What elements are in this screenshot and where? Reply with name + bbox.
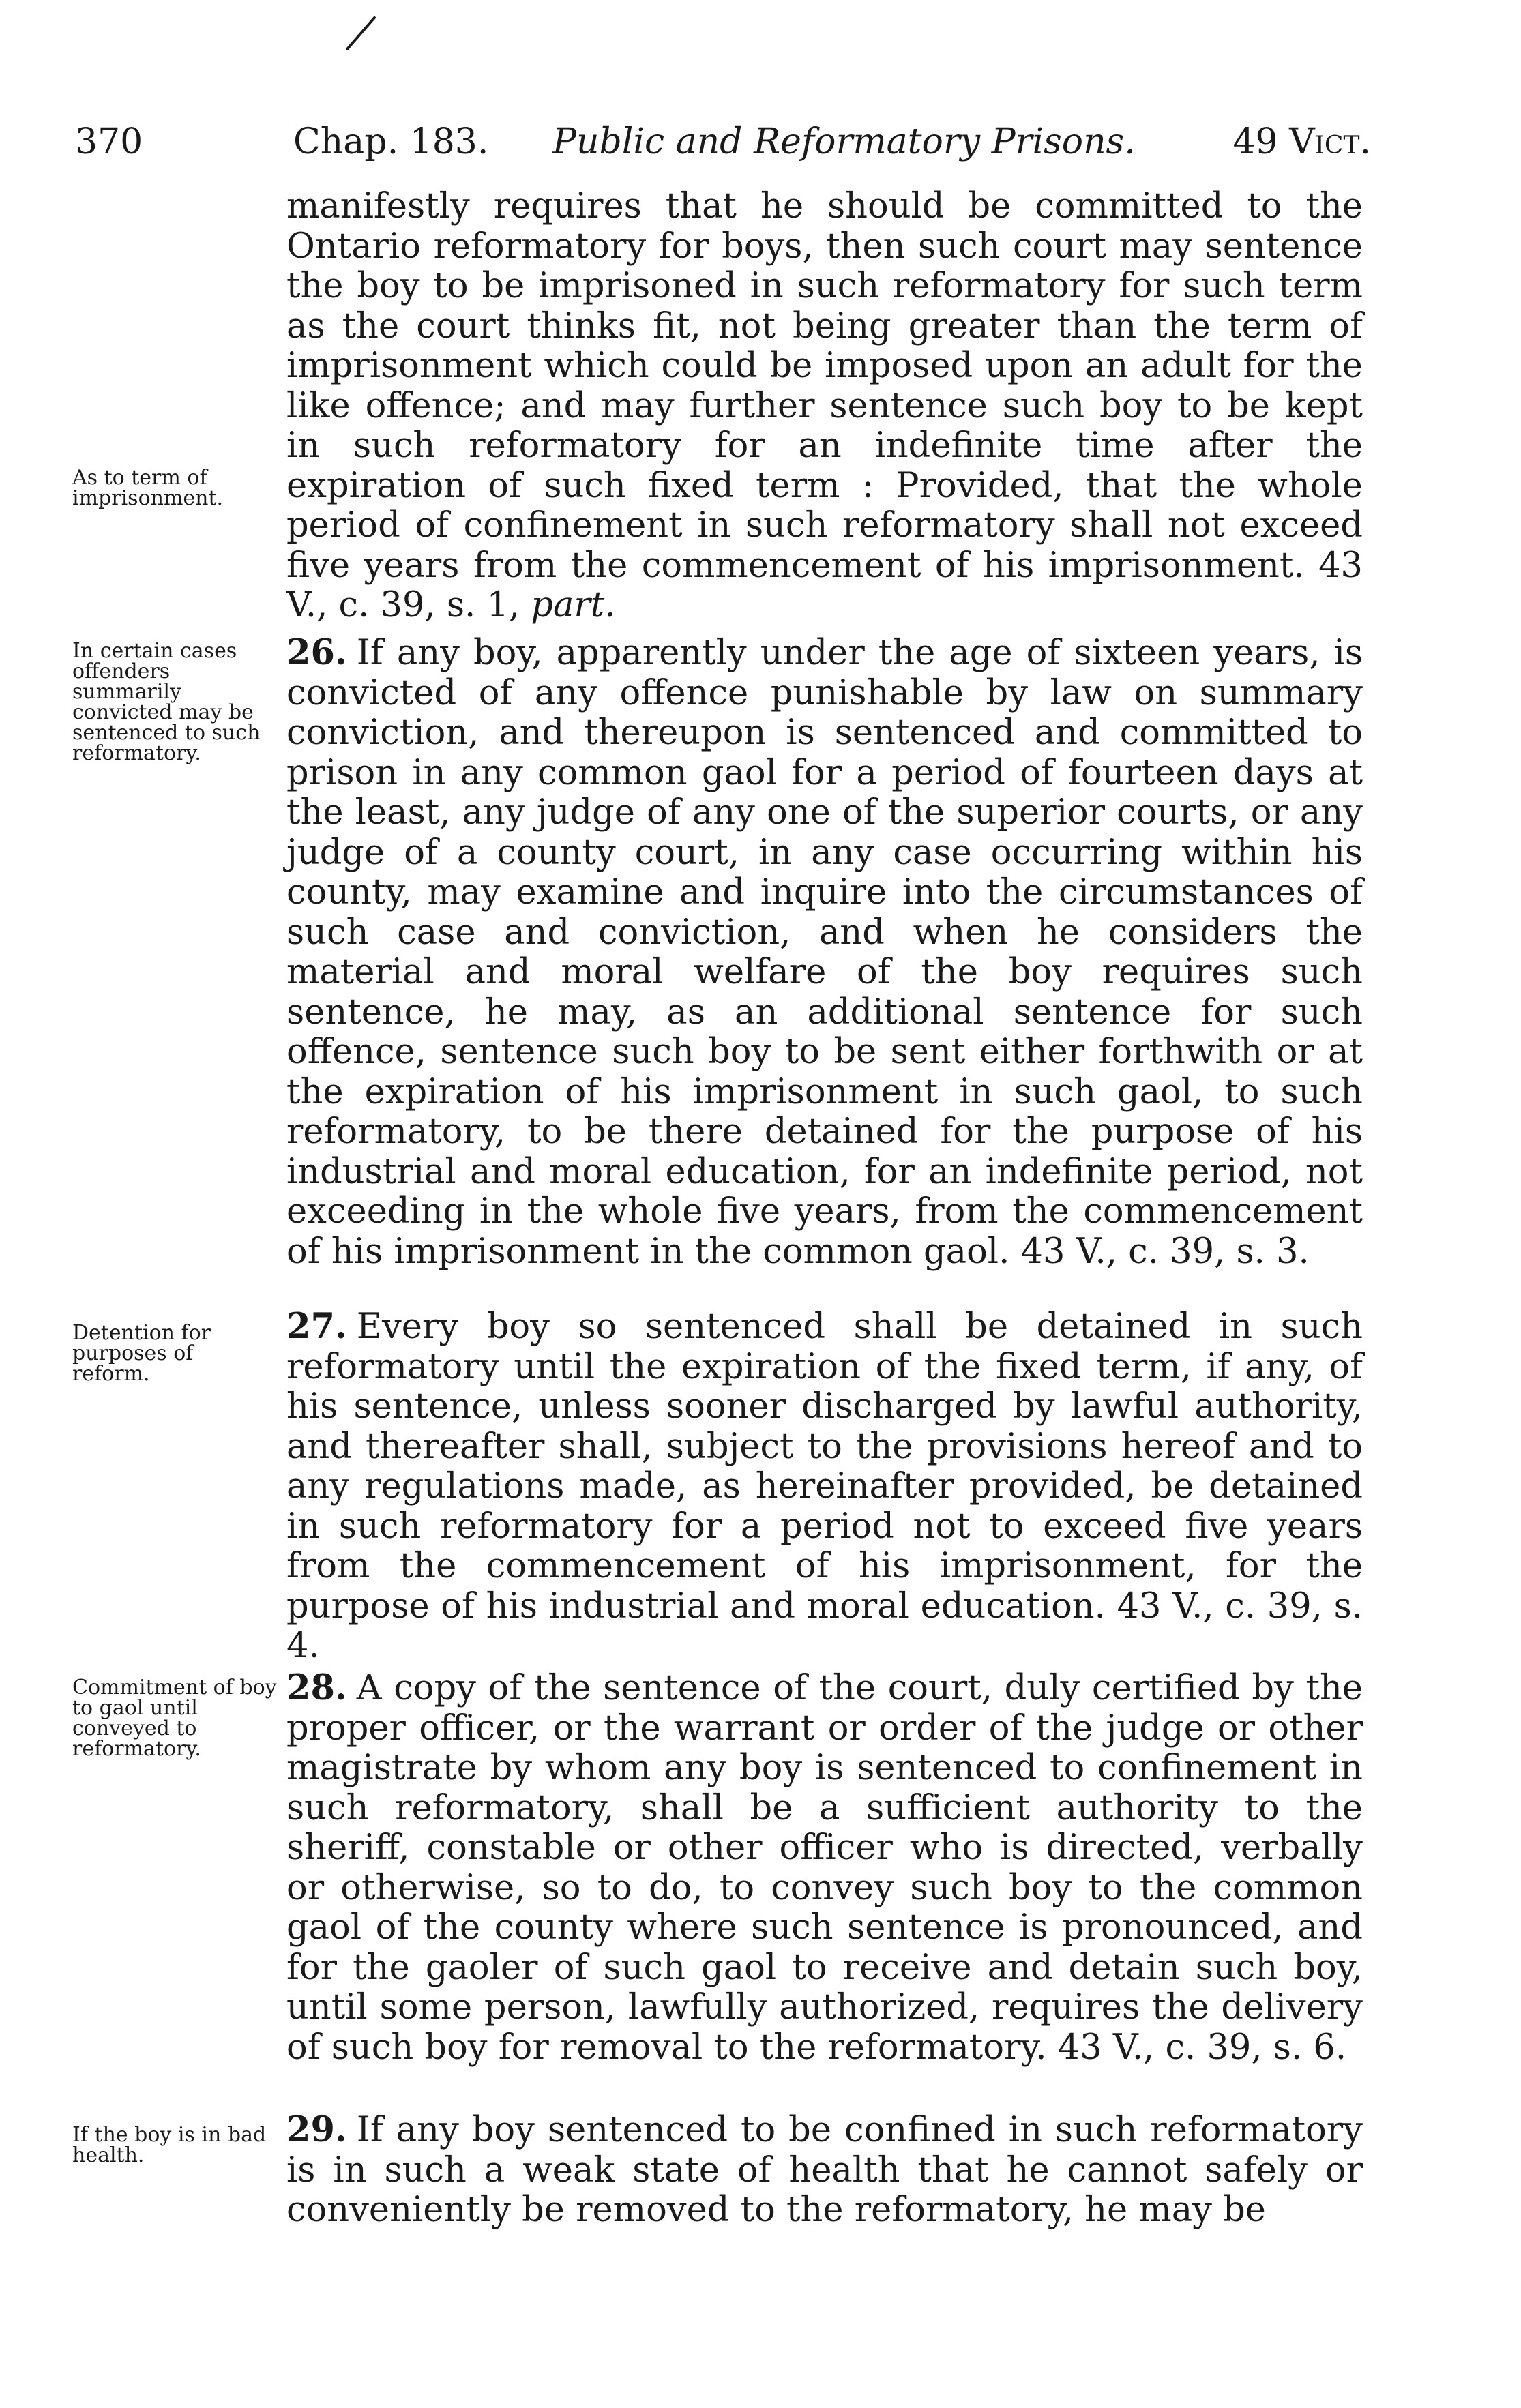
- section-body: A copy of the sentence of the court, duly certified by the proper officer, or the warrant or order of the judge or other magistrate by whom any boy is sentenced to confinement in such reformatory, shall be a sufficient authority to the sheriff, constable or other officer who is directed, verbally or otherwise, so to do, to convey such boy to the common gaol of the county where such sentence is pronounced, and for the gaoler of such gaol to receive and detain such boy, until some person, lawfully authorized, requires the delivery of such boy for removal to the reformatory. 43 V., c. 39, s. 6.: [286, 1668, 1363, 2068]
- section-body: If any boy sentenced to be confined in such reformatory is in such a weak state of health that he cannot safely or conveniently be removed to the reformatory, he may be: [286, 2110, 1363, 2230]
- section-text: [286, 1668, 1363, 2068]
- page-number: 370: [75, 121, 143, 162]
- citation-part: part.: [531, 585, 616, 625]
- page-mark-stroke: [343, 15, 379, 52]
- section-text: [286, 187, 1363, 626]
- section-number: 27.: [286, 1306, 347, 1347]
- chapter-label: Chap. 183.: [293, 121, 489, 162]
- section-body: If any boy, apparently under the age of sixteen years, is convicted of any offence punishable by law on summary conviction, and thereupon is sentenced and committed to prison in any common gaol for a period of fourteen days at the least, any judge of any one of the superior courts, or any judge of a county court, in any case occurring within his county, may examine and inquire into the circumstances of such case and conviction, and when he considers the material and moral welfare of the boy requires such sentence, he may, as an additional sentence for such offence, sentence such boy to be sent either forthwith or at the expiration of his imprisonment in such gaol, to such reformatory, to be there detained for the purpose of his industrial and moral education, for an indefinite period, not exceeding in the whole five years, from the commencement of his imprisonment in the common gaol. 43 V., c. 39, s. 3.: [286, 633, 1363, 1272]
- section-body: manifestly requires that he should be committed to the Ontario reformatory for boys, then such court may sentence the boy to be imprisoned in such reformatory for such term as the court thinks fit, not being greater than the term of imprisonment which could be imposed upon an adult for the like offence; and may further sentence such boy to be kept in such reformatory for an indefinite time after the expiration of such fixed term : Provided, that the whole period of confinement in such reformatory shall not exceed five years from the commencement of his imprisonment. 43 V., c. 39, s. 1,: [286, 186, 1363, 625]
- section-number: 28.: [286, 1667, 347, 1708]
- margin-note: Commitment of boy to gaol until conveyed to reformatory.: [72, 1676, 277, 1761]
- margin-note: If the boy is in bad health.: [72, 2123, 267, 2167]
- margin-note: Detention for purposes of reform.: [72, 1321, 211, 1386]
- section-text: [286, 1307, 1363, 1667]
- running-title: Public and Reformatory Prisons.: [552, 121, 1136, 162]
- section-body: Every boy so sentenced shall be detained in such reformatory until the expiration of the fixed term, if any, of his sentence, unless sooner discharged by lawful authority, and thereafter shall, subject to the provisions hereof and to any regulations made, as hereinafter provided, be detained in such reformatory for a period not to exceed five years from the commencement of his imprisonment, for the purpose of his industrial and moral education. 43 V., c. 39, s. 4.: [286, 1307, 1363, 1666]
- section-number: 26.: [286, 632, 347, 673]
- running-header: [75, 115, 1371, 169]
- section-text: [286, 633, 1363, 1272]
- regnal-year: 49 Vict.: [1232, 121, 1371, 162]
- margin-note: In certain cases offenders summarily convicted may be sentenced to such reformatory.: [72, 639, 261, 765]
- margin-note: As to term of imprisonment.: [72, 466, 224, 510]
- section-number: 29.: [286, 2109, 347, 2150]
- section-text: [286, 2110, 1363, 2231]
